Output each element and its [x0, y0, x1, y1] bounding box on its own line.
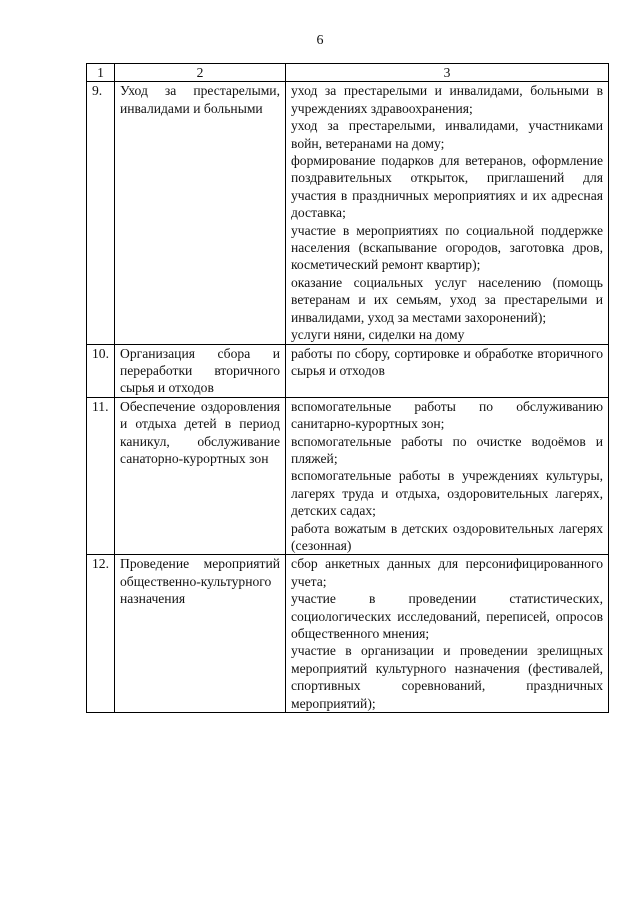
work-item: участие в мероприятиях по социальной поддержке населения (вскапывание огородов, заготовка дров, косметический ремонт квартир); — [291, 222, 603, 273]
work-item: участие в организации и проведении зрелищных мероприятий культурного назначения (фестивалей, спортивных соревнований, праздничных мероприятий); — [291, 643, 603, 711]
row-number: 11. — [87, 397, 115, 555]
work-item: работа вожатым в детских оздоровительных лагерях (сезонная) — [291, 520, 603, 553]
work-item: вспомогательные работы по очистке водоёмов и пляжей; — [291, 433, 603, 466]
row-number: 10. — [87, 344, 115, 397]
activity-works — [286, 555, 609, 713]
header-col-3: 3 — [286, 64, 609, 82]
work-item: услуги няни, сиделки на дому — [291, 327, 465, 343]
work-item: уход за престарелыми, инвалидами, участниками войн, ветеранами на дому; — [291, 118, 603, 151]
activity-name: Организация сбора и переработки вторичного сырья и отходов — [115, 344, 286, 397]
table-row — [87, 82, 609, 344]
page-number: 6 — [316, 33, 324, 48]
work-item: работы по сбору, сортировке и обработке вторичного сырья и отходов — [291, 345, 603, 378]
activity-works — [286, 344, 609, 397]
activity-name: Уход за престарелыми, инвалидами и больными — [115, 82, 286, 344]
activity-name: Обеспечение оздоровления и отдыха детей в период каникул, обслуживание санаторно-курортных зон — [115, 397, 286, 555]
row-number: 9. — [87, 82, 115, 344]
work-item: формирование подарков для ветеранов, оформление поздравительных открыток, приглашений для участия в праздничных мероприятиях и их адресная доставка; — [291, 153, 603, 221]
header-col-1: 1 — [87, 64, 115, 82]
work-item: вспомогательные работы в учреждениях культуры, лагерях труда и отдыха, оздоровительных лагерях, детских садах; — [291, 468, 603, 519]
table-row — [87, 344, 609, 397]
work-item: участие в проведении статистических, социологических исследований, переписей, опросов общественного мнения; — [291, 591, 603, 641]
activities-table — [86, 63, 609, 713]
table-row — [87, 397, 609, 555]
work-item: вспомогательные работы по обслуживанию санитарно-курортных зон; — [291, 398, 603, 432]
activity-works — [286, 397, 609, 555]
header-col-2: 2 — [115, 64, 286, 82]
activity-works — [286, 82, 609, 344]
table-row — [87, 555, 609, 713]
row-number: 12. — [87, 555, 115, 713]
activity-name: Проведение мероприятий общественно-культурного назначения — [115, 555, 286, 713]
work-item: оказание социальных услуг населению (помощь ветеранам и их семьям, уход за престарелыми и инвалидами, уход за местами захоронений); — [291, 274, 603, 325]
work-item: уход за престарелыми и инвалидами, больными в учреждениях здравоохранения; — [291, 83, 603, 116]
table-header-row — [87, 64, 609, 82]
work-item: сбор анкетных данных для персонифицированного учета; — [291, 556, 603, 589]
